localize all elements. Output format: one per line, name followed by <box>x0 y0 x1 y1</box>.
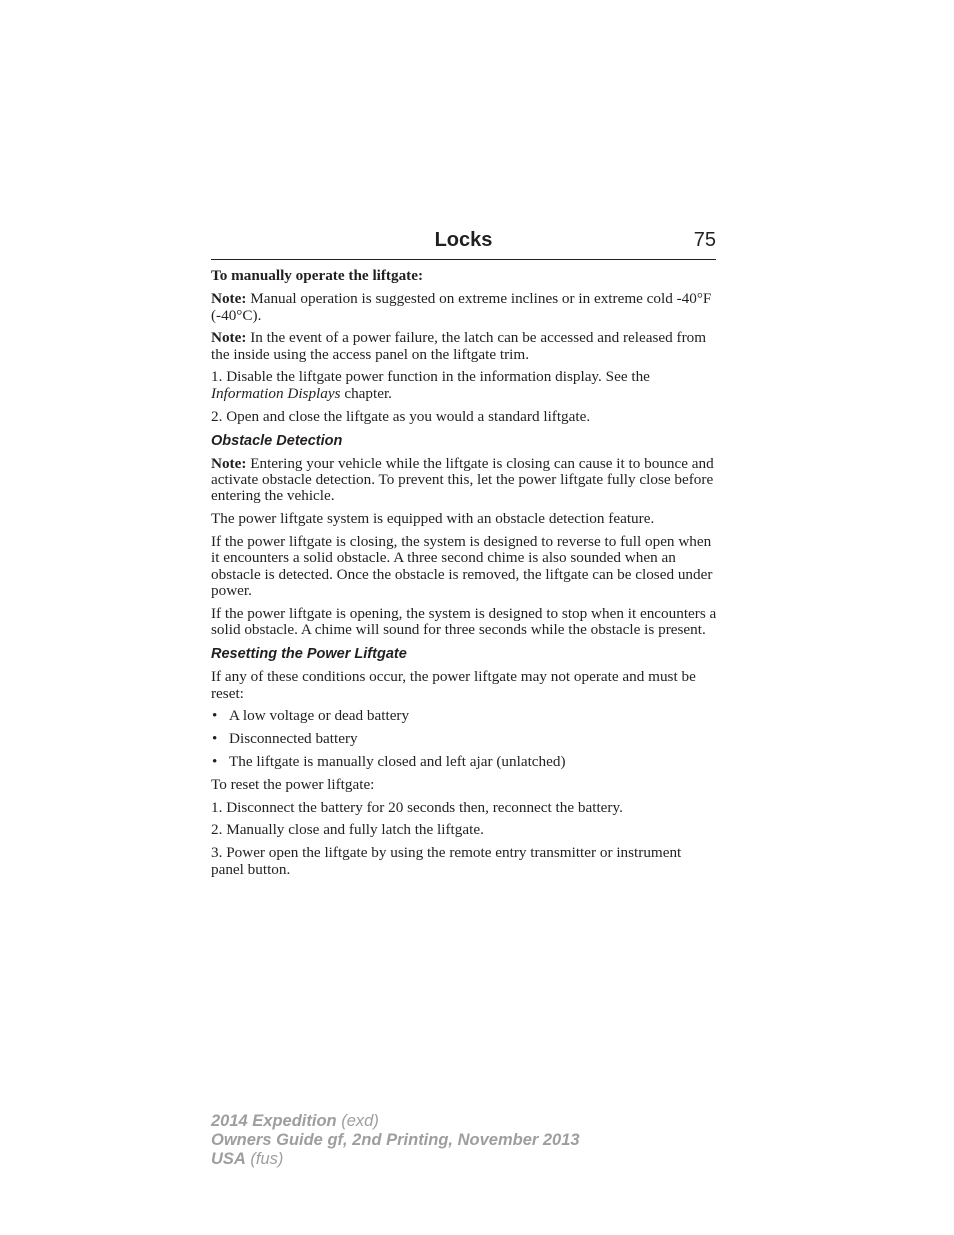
step-text: chapter. <box>340 384 392 402</box>
body-paragraph: To reset the power liftgate: <box>211 775 375 793</box>
body-paragraph: If the power liftgate is closing, the system is designed to reverse to full open when it encounters a solid obstacle. A three second chime is also sounded when an obstacle is detected. Once the obstacle is removed, the liftgate can be closed under power. <box>211 533 713 599</box>
footer-market-line: USA (fus) <box>211 1150 284 1168</box>
list-item <box>211 754 717 770</box>
note-label: Note: <box>211 454 247 472</box>
list-item-text: A low voltage or dead battery <box>229 707 410 725</box>
body-paragraph: The power liftgate system is equipped with an obstacle detection feature. <box>211 510 655 528</box>
step-paragraph: 3. Power open the liftgate by using the remote entry transmitter or instrument panel button. <box>211 844 682 878</box>
manual-operation-heading: To manually operate the liftgate: <box>211 267 424 284</box>
note-paragraph <box>211 330 717 363</box>
note-label: Note: <box>211 290 247 308</box>
body-paragraph: If any of these conditions occur, the power liftgate may not operate and must be reset: <box>211 668 696 702</box>
conditions-list <box>211 708 717 770</box>
step-paragraph: 1. Disconnect the battery for 20 seconds then, reconnect the battery. <box>211 798 623 816</box>
page-header <box>211 228 716 260</box>
page-footer <box>211 1112 580 1169</box>
footer-model-line: 2014 Expedition (exd) <box>211 1112 379 1130</box>
step-paragraph: 2. Manually close and fully latch the liftgate. <box>211 821 484 839</box>
footer-printing-line: Owners Guide gf, 2nd Printing, November 2013 <box>211 1131 580 1149</box>
step-paragraph <box>211 369 717 402</box>
bullet-icon: • <box>212 730 218 748</box>
note-text: In the event of a power failure, the latch can be accessed and released from the inside using the access panel on the liftgate trim. <box>211 329 707 363</box>
step-text: 1. Disable the liftgate power function in the information display. See the <box>211 368 650 386</box>
note-paragraph <box>211 291 717 324</box>
page-content <box>211 268 717 884</box>
note-label: Note: <box>211 329 247 347</box>
body-paragraph: If the power liftgate is opening, the system is designed to stop when it encounters a solid obstacle. A chime will sound for three seconds while the obstacle is present. <box>211 604 717 639</box>
chapter-reference: Information Displays <box>211 384 341 402</box>
list-item <box>211 708 717 724</box>
list-item-text: Disconnected battery <box>229 730 358 748</box>
list-item-text: The liftgate is manually closed and left ajar (unlatched) <box>229 753 566 771</box>
bullet-icon: • <box>212 753 218 771</box>
obstacle-detection-heading: Obstacle Detection <box>211 432 343 449</box>
note-text: Entering your vehicle while the liftgate is closing can cause it to bounce and activate obstacle detection. To prevent this, let the power liftgate fully close before entering the vehicle. <box>211 454 714 505</box>
list-item <box>211 731 717 747</box>
note-paragraph <box>211 456 717 505</box>
step-paragraph: 2. Open and close the liftgate as you would a standard liftgate. <box>211 407 591 425</box>
chapter-title: Locks <box>434 229 493 251</box>
page-number: 75 <box>693 229 716 251</box>
bullet-icon: • <box>212 707 218 725</box>
resetting-liftgate-heading: Resetting the Power Liftgate <box>211 646 407 663</box>
note-text: Manual operation is suggested on extreme inclines or in extreme cold -40°F (-40°C). <box>211 290 712 324</box>
